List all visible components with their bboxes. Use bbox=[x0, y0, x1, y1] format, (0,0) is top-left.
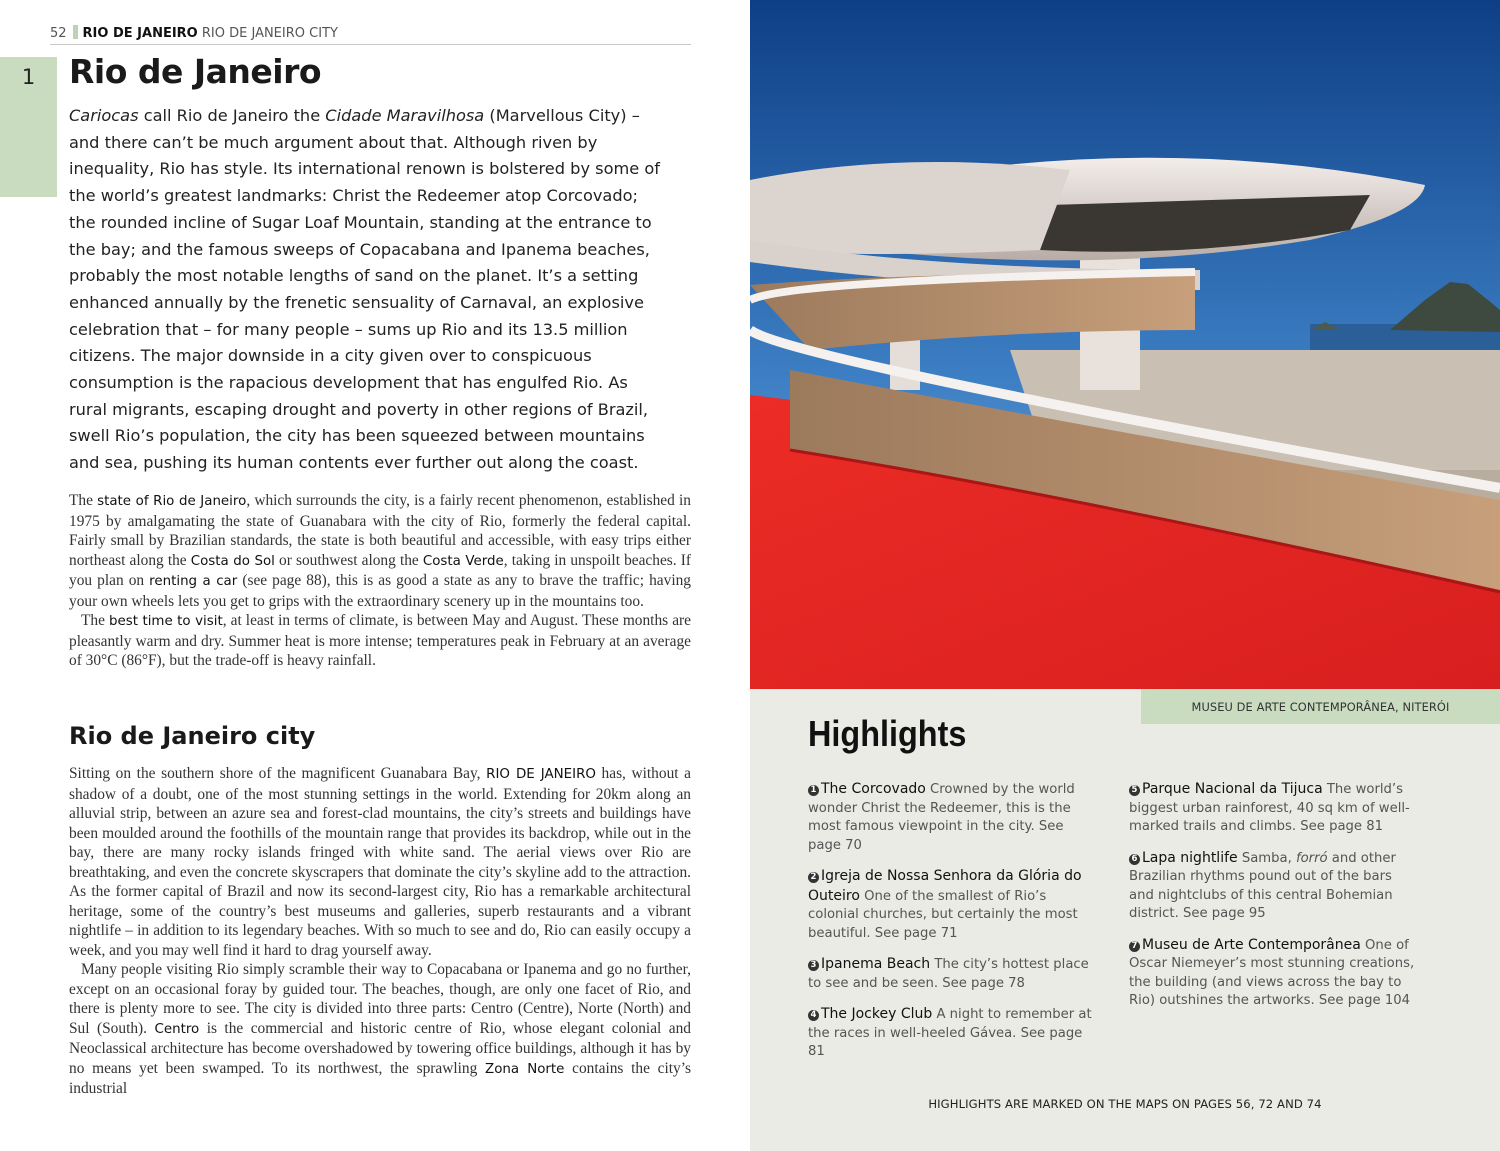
intro-cidade-maravilhosa: Cidade Maravilhosa bbox=[325, 106, 485, 125]
text-run: The bbox=[69, 492, 98, 509]
highlight-italic-word: forró bbox=[1295, 850, 1328, 866]
chapter-tab bbox=[0, 57, 57, 197]
text-run: has, without a shadow of a doubt, one of the most stunning settings in the world. Extending for 20km along an alluvial strip, between an azure sea and forest-clad mountains, the city’s streets and buildings have been moulded around the foothills of the mountain range that provides its backdrop, while out in the bay, there are many rocky islands fringed with white sand. The aerial views over Rio are breathtaking, and even the concrete skyscrapers that dominate the city’s skyline add to the attraction. As the former capital of Brazil and now its second-largest city, Rio has a remarkable architectural heritage, some of the country’s best museums and galleries, superb restaurants and a vibrant nightlife – in addition to its legendary beaches. With so much to see and do, Rio can easily occupy a week, and you may well find it hard to drag yourself away. bbox=[69, 765, 691, 959]
highlights-footer-note: HIGHLIGHTS ARE MARKED ON THE MAPS ON PAGES 56, 72 AND 74 bbox=[928, 1097, 1322, 1111]
highlight-text: One of the smallest of Rio’s colonial churches, but certainly the most beautiful. See page 71 bbox=[808, 888, 1078, 941]
photo-caption: MUSEU DE ARTE CONTEMPORÂNEA, NITERÓI bbox=[1141, 689, 1500, 724]
highlight-name: Lapa nightlife bbox=[1142, 849, 1238, 866]
keyword-renting-a-car: renting a car bbox=[149, 574, 238, 589]
text-run: or southwest along the bbox=[274, 551, 423, 569]
text-run: Many people visiting Rio simply scramble their way to Copacabana or Ipanema and go no further, except on an occasional foray by guided tour. The beaches, though, are only one facet of Rio, and there is plenty more to see. The city is divided into three parts: Centro (Centre), Norte (North) and Sul (South). bbox=[69, 961, 691, 1037]
city-section-text bbox=[69, 764, 691, 1099]
highlight-name: The Corcovado bbox=[821, 781, 926, 797]
highlight-text: A night to remember at the races in well-heeled Gávea. See page 81 bbox=[808, 1007, 1092, 1059]
keyword-state: state of Rio de Janeiro bbox=[97, 494, 247, 509]
right-page bbox=[750, 0, 1500, 1151]
highlight-item bbox=[808, 867, 1098, 943]
intro-cariocas: Cariocas bbox=[69, 106, 139, 125]
highlight-name: Parque Nacional da Tijuca bbox=[1142, 781, 1323, 797]
highlight-name: Museu de Arte Contemporânea bbox=[1142, 936, 1361, 953]
highlight-number: 5 bbox=[1129, 785, 1140, 796]
text-run: (see page 88), this is as good a state as any to brave the traffic; having your own wheels lets you get to grips with the extraordinary scenery up in the mountains too. bbox=[69, 572, 691, 610]
highlight-item bbox=[1129, 849, 1419, 924]
text-run: is the commercial and historic centre of Rio, whose elegant colonial and Neoclassical architecture has become overshadowed by towering office buildings, although it has by no means yet been swamped. To its northwest, the sprawling bbox=[69, 1019, 692, 1077]
running-head bbox=[50, 25, 691, 45]
intro-paragraph bbox=[69, 103, 669, 477]
intro-text-1: call Rio de Janeiro the bbox=[138, 106, 326, 125]
highlight-item bbox=[1129, 780, 1419, 837]
highlight-item bbox=[808, 1005, 1098, 1062]
text-run: , taking in unspoilt beaches. If you plan on bbox=[69, 551, 691, 589]
highlights-column-1 bbox=[808, 780, 1098, 1074]
museum-photo bbox=[750, 0, 1500, 689]
highlight-name: Ipanema Beach bbox=[821, 956, 931, 972]
state-section-text bbox=[69, 491, 691, 671]
highlight-number: 7 bbox=[1129, 941, 1140, 952]
highlight-text: Samba, bbox=[1237, 850, 1296, 866]
highlight-number: 6 bbox=[1129, 854, 1140, 865]
text-run: Sitting on the southern shore of the magnificent Guanabara Bay, bbox=[69, 765, 487, 782]
page-title: Rio de Janeiro bbox=[69, 52, 322, 91]
highlight-text: The city’s hottest place to see and be seen. See page 78 bbox=[808, 957, 1089, 991]
intro-text-2: (Marvellous City) – and there can’t be much argument about that. Although riven by inequality, Rio has style. Its international renown is bolstered by some of the world’s greatest landmarks: Christ the Redeemer atop Corcovado; the rounded incline of Sugar Loaf Mountain, standing at the entrance to the bay; and the famous sweeps of Copacabana and Ipanema beaches, probably the most notable lengths of sand on the planet. It’s a setting enhanced annually by the frenetic sensuality of Carnaval, an explosive celebration that – for many people – sums up Rio and its 13.5 million citizens. The major downside in a city given over to conspicuous consumption is the rapacious development that has engulfed Rio. As rural migrants, escaping drought and poverty in other regions of Brazil, swell Rio’s population, the city has been squeezed between mountains and sea, pushing its human contents ever further out along the coast. bbox=[69, 106, 660, 473]
highlights-column-2 bbox=[1129, 780, 1419, 1023]
highlight-name: The Jockey Club bbox=[821, 1006, 933, 1022]
highlight-text: Crowned by the world wonder Christ the Redeemer, this is the most famous viewpoint in the city. See page 70 bbox=[808, 782, 1075, 853]
highlight-number: 4 bbox=[808, 1010, 819, 1021]
highlight-number: 2 bbox=[808, 872, 819, 883]
highlight-item bbox=[1129, 936, 1419, 1011]
header-divider-bar bbox=[73, 25, 78, 39]
highlight-item bbox=[808, 955, 1098, 993]
keyword-costa-do-sol: Costa do Sol bbox=[190, 553, 275, 569]
highlight-text: and other Brazilian rhythms pound out of the bars and nightclubs of this central Bohemian district. See page 95 bbox=[1129, 850, 1396, 921]
text-run: , at least in terms of climate, is between May and August. These months are pleasantly warm and dry. Summer heat is more intense; temperatures peak in February at an average of 30°C (86°F), but the trade-off is heavy rainfall. bbox=[69, 612, 691, 669]
highlight-text: One of Oscar Niemeyer’s most stunning creations, the building (and views across the bay to Rio) outshines the artworks. See page 104 bbox=[1129, 937, 1415, 1008]
text-run: , which surrounds the city, is a fairly recent phenomenon, established in 1975 by amalgamating the state of Guanabara with the city of Rio, formerly the federal capital. Fairly small by Brazilian standards, the state is both beautiful and accessible, with easy trips either northeast along the bbox=[69, 492, 691, 569]
highlight-number: 3 bbox=[808, 960, 819, 971]
highlight-item bbox=[808, 780, 1098, 855]
page-number: 52 bbox=[50, 26, 67, 41]
text-run: contains the city’s industrial bbox=[69, 1059, 691, 1097]
keyword-rio: RIO DE JANEIRO bbox=[486, 767, 596, 782]
keyword-zona-norte: Zona Norte bbox=[485, 1061, 565, 1077]
keyword-centro: Centro bbox=[154, 1021, 200, 1037]
header-subsection: RIO DE JANEIRO CITY bbox=[201, 26, 338, 41]
keyword-best-time: best time to visit bbox=[109, 614, 223, 629]
keyword-costa-verde: Costa Verde bbox=[422, 553, 504, 569]
highlight-number: 1 bbox=[808, 785, 819, 796]
header-section: RIO DE JANEIRO bbox=[82, 26, 198, 41]
chapter-number: 1 bbox=[21, 65, 36, 89]
highlight-text: The world’s biggest urban rainforest, 40 sq km of well-marked trails and climbs. See page 81 bbox=[1129, 782, 1410, 834]
text-run: The bbox=[81, 612, 109, 629]
highlights-title: Highlights bbox=[808, 713, 967, 754]
section-title-city: Rio de Janeiro city bbox=[69, 722, 316, 750]
highlight-name: Igreja de Nossa Senhora da Glória do Outeiro bbox=[808, 868, 1082, 904]
